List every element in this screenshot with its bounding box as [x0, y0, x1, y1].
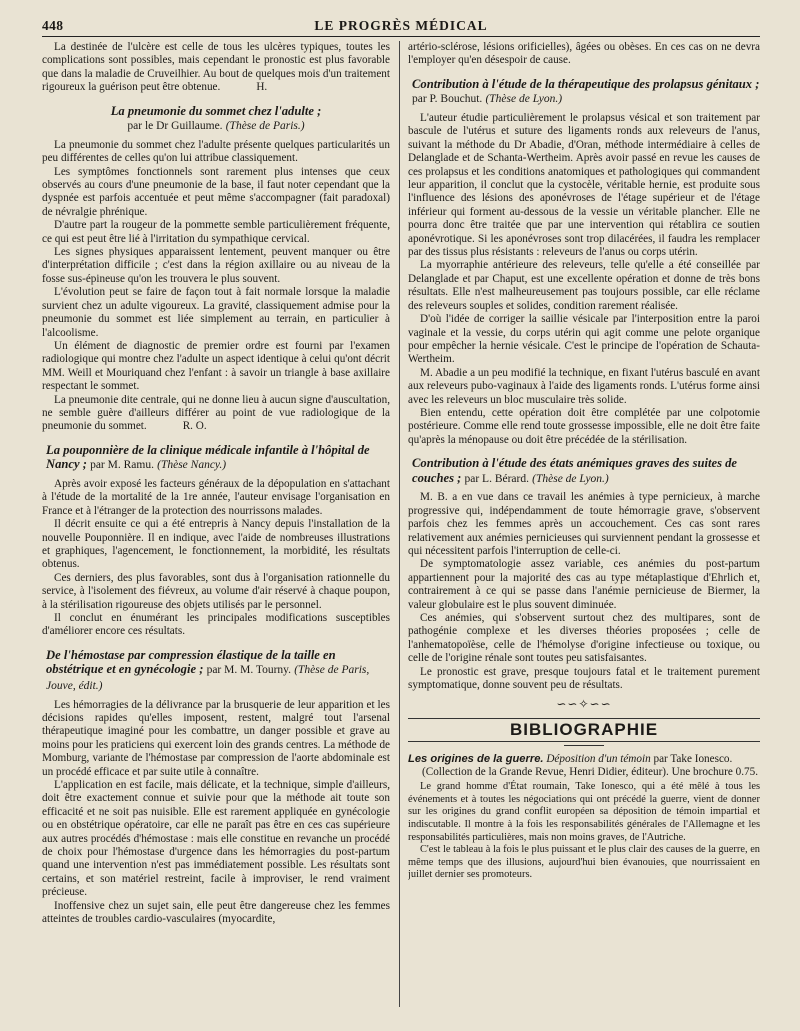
article-thesis: (Thèse de Lyon.) [485, 93, 563, 106]
article-title-prolapsus: Contribution à l'étude de la thérapeutique des prolapsus génitaux ; par P. Bouchut. (Thèse de Lyon.) [412, 76, 760, 106]
article-paragraph: L'application en est facile, mais délicate, et la technique, simple d'ailleurs, doit être exactement connue et suivie pour que la méthode ait toute son efficacité et ne soit pas nuisible. Elle est rarement appliquée en gynécologie ou en obstétrique opératoire, car elle ne paraît pas être en ces cas supérieure aux autres procédés d'hémostase : mais elle constitue en revanche un procédé de choix pour l'hémostase d'urgence dans les hémorragies du post-partum quand une intervention n'est pas immédiatement possible. Les résultats sont certains, et son matériel restreint, facile à improviser, le rend vraiment précieuse. [42, 779, 390, 899]
article-thesis: (Thèse de Paris, Jouve, édit.) [46, 664, 370, 692]
book-subtitle: Déposition d'un témoin [546, 753, 651, 766]
article-paragraph: L'évolution peut se faire de façon tout à fait normale lorsque la maladie survient chez un adulte vigoureux. La gravité, classiquement admise pour la pneumonie du sommet est liée simplement au terrain, en particulier à l'alcoolisme. [42, 286, 390, 339]
article-paragraph: M. B. a en vue dans ce travail les anémies à type pernicieux, à marche progressive qui, indépendamment de toute hémorragie grave, s'observent parfois chez les femmes après un accouchement. Ces cas sont rares relativement aux anémies pernicieuses qui surviennent pendant la grossesse et qui nécessitent parfois l'interruption de celle-ci. [408, 491, 760, 557]
continued-paragraph: artério-sclérose, lésions orificielles), âgées ou obèses. En ces cas on ne devra l'employer qu'en désespoir de cause. [408, 41, 760, 67]
article-paragraph: Il conclut en énumérant les principales modifications susceptibles d'améliorer encore ces résultats. [42, 612, 390, 638]
article-paragraph: D'où l'idée de corriger la saillie vésicale par l'interposition entre la paroi vaginale et la vessie, du corps utérin qui agit comme une pelote organique pour empêcher la hernie vésicale. C'est le principe de l'opération de Schauta-Wertheim. [408, 313, 760, 366]
article-paragraph: Après avoir exposé les facteurs généraux de la dépopulation en s'attachant à l'étude de la mortalité de la 1re année, l'auteur envisage l'organisation en France et à l'étranger de la protection des nourrissons malades. [42, 477, 390, 517]
article-title-hemostase: De l'hémostase par compression élastique de la taille en obstétrique et en gynécologie ; par M. M. Tourny. (Thèse de Paris, Jouve, édit.) [46, 647, 370, 692]
article-title-pneumonie: La pneumonie du sommet chez l'adulte ; par le Dr Guillaume. (Thèse de Paris.) [110, 103, 322, 133]
article-paragraph: D'autre part la rougeur de la pommette semble particulièrement fréquente, ce qui est peut être lié à l'irritation du sympathique cervical. [42, 219, 390, 245]
book-paragraph: Le grand homme d'État roumain, Take Ionesco, qui a été mêlé à tous les événements et à toutes les négociations qui ont précédé la guerre, vient de donner sur les origines du grand conflit européen sa déposition de témoin impartial et indiscutable. Il montre à la fois les responsabilités générales de l'Allemagne et les responsabilités particulières, mais non moins graves, de l'Autriche. [408, 781, 760, 843]
article-paragraph: Les hémorragies de la délivrance par la brusquerie de leur apparition et les décisions rapides qu'elles imposent, restent, malgré tout l'arsenal thérapeutique imaginé pour les combattre, un danger possible et grave au moins pour les praticiens qui exercent loin des grands centres. La méthode de Momburg, variante de l'hémostase par compression de l'aorte abdominale est un procédé efficace et par suite utile à connaître. [42, 698, 390, 778]
book-title-line [408, 753, 760, 779]
article-paragraph: Un élément de diagnostic de premier ordre est fourni par l'examen radiologique qui montre chez l'adulte un aspect identique à celui qu'ont décrit MM. Weill et Mouriquand chez l'enfant : à savoir un triangle à base axillaire respectant le sommet. [42, 339, 390, 393]
book-publication: par Take Ionesco. (Collection de la Grande Revue, Henri Didier, éditeur). Une brochure 0.75. [422, 753, 758, 779]
journal-title: LE PROGRÈS MÉDICAL [314, 18, 488, 33]
columns [42, 41, 760, 1011]
article-paragraph: L'auteur étudie particulièrement le prolapsus vésical et son traitement par bascule de l'utérus et suture des ligaments ronds aux releveurs de l'anus, suivant la méthode du Dr Abadie, d'Oran, méthode intermédiaire à celles de Delanglade et de Schanta-Wertheim. Après avoir passé en revue les causes de ces prolapsus et les conditions anatomiques et pathologiques qui commandent leur apparition, il conclut que la cystocèle, véritable hernie, est produite sous l'influence des lésions des aponévroses de l'étage supérieur et de l'étage inférieur qui forment au-dessous de la vessie un véritable plancher. Elle ne pourra donc être traitée que par une intervention qui rétablira ce soutien aponévrotique. Si les aponévroses sont trop dilacérées, il faudra les remplacer par des tissus plus résistants : releveurs de l'anus ou corps utérin. [408, 112, 760, 259]
article-paragraph: La pneumonie du sommet chez l'adulte présente quelques particularités un peu différentes de celles qu'on lui attribue classiquement. [42, 138, 390, 165]
bibliography-heading: BIBLIOGRAPHIE [408, 718, 760, 742]
page-number: 448 [42, 18, 64, 33]
article-title-anemies: Contribution à l'étude des états anémiques graves des suites de couches ; par L. Bérard. (Thèse de Lyon.) [412, 456, 738, 485]
book-paragraph: C'est le tableau à la fois le plus puissant et le plus clair des causes de la guerre, en même temps que des illusions, aujourd'hui bien évanouies, que nourrissaient en juillet dernier ses promoteurs. [408, 844, 760, 881]
article-paragraph: De symptomatologie assez variable, ces anémies du post-partum appartiennent pour la majorité des cas au type métaplastique d'Ehrlich et, contrairement à ce qui se passe dans l'anémie pernicieuse de Biermer, la valeur globulaire est le plus souvent diminuée. [408, 558, 760, 611]
page-header [42, 14, 760, 36]
article-paragraph: Les signes physiques apparaissent lentement, peuvent manquer ou être d'interprétation difficile ; c'est dans la région axillaire ou au niveau de la fosse sus-épineuse qu'on les trouvera le plus souvent. [42, 246, 390, 285]
book-review [408, 753, 760, 882]
article-thesis: (Thèse Nancy.) [157, 459, 227, 472]
article-author: par le Dr Guillaume. [127, 120, 223, 133]
article-thesis: (Thèse de Paris.) [225, 120, 305, 133]
short-rule [564, 745, 604, 746]
left-column [42, 41, 390, 1011]
intro-signature: H. [256, 81, 268, 94]
article-author: par P. Bouchut. [412, 93, 483, 106]
article-signature: R. O. [182, 420, 207, 433]
article-paragraph: Il décrit ensuite ce qui a été entrepris à Nancy depuis l'installation de la nouvelle Pouponnière. Il en indique, avec l'aide de nombreuses illustrations et graphiques, l'agencement, le fonctionnement, la morbidité, les résultats obtenus. [42, 518, 390, 571]
article-author: par L. Bérard. [464, 472, 529, 485]
article-paragraph: La pneumonie dite centrale, qui ne donne lieu à aucun signe d'auscultation, ne semble guère d'ailleurs différer au point de vue radiologique de la pneumonie du sommet. R. O. [42, 393, 390, 433]
article-author: par M. M. Tourny. [206, 664, 292, 677]
article-paragraph: M. Abadie a un peu modifié la technique, en fixant l'utérus basculé en avant aux releveurs pubo-vaginaux à l'aide des ligaments ronds. L'utérus forme ainsi avec les releveurs un bloc musculaire très solide. [408, 366, 760, 406]
separator-ornament: ∽∽✧∽∽ [556, 697, 612, 712]
article-paragraph: Le pronostic est grave, presque toujours fatal et le traitement purement symptomatique, donne souvent peu de résultats. [408, 665, 760, 692]
article-paragraph: Bien entendu, cette opération doit être complétée par une colpotomie postérieure. Comme elle rend toute grossesse impossible, elle ne doit être faite qu'après la ménopause ou doit être précédée de la stérilisation. [408, 406, 760, 446]
article-paragraph: Les symptômes fonctionnels sont rarement plus intenses que ceux observés au cours d'une pneumonie de la base, il faut noter cependant que la dyspnée est parfois accentuée et peut même s'accompagner (fait paradoxal) de névralgie phrénique. [42, 165, 390, 218]
right-column [408, 41, 760, 1011]
article-thesis: (Thèse de Lyon.) [532, 472, 609, 485]
article-paragraph: Ces anémies, qui s'observent surtout chez des multipares, sont de pathogénie complexe et les diverses théories proposées ; celle de l'anhematopoïèse, celle de l'hémolyse d'origine infectieuse ou toxique, ou celle de l'origine rénale sont toutes peu satisfaisantes. [408, 612, 760, 665]
article-paragraph: Inoffensive chez un sujet sain, elle peut être dangereuse chez les femmes atteintes de troubles cardio-vasculaires (myocardite, [42, 899, 390, 926]
article-paragraph: La myorraphie antérieure des releveurs, telle qu'elle a été conseillée par Delanglade et par Chaput, est une excellente opération et donne de très bons résultats. Elle n'est malheureusement pas toujours possible, car elle réclame des releveurs souples et solides, condition rarement réalisée. [408, 259, 760, 312]
article-title-pouponniere: La pouponnière de la clinique médicale infantile à l'hôpital de Nancy ; par M. Ramu. (Thèse Nancy.) [46, 442, 370, 472]
column-divider [399, 41, 400, 1007]
book-title: Les origines de la guerre. [408, 753, 544, 766]
intro-paragraph: La destinée de l'ulcère est celle de tous les ulcères typiques, toutes les complications sont possibles, mais cependant le pronostic est plus favorable que dans la maladie de Cruveilhier. Au bout de quelques mois d'un traitement rigoureux la guérison peut être obtenue. H. [42, 41, 390, 94]
header-rule [42, 36, 760, 37]
article-author: par M. Ramu. [90, 459, 154, 472]
article-paragraph: Ces derniers, des plus favorables, sont dus à l'organisation rationnelle du service, à l'isolement des fiévreux, au volume d'air réservé à chaque poupon, à la stérilisation rigoureuse des objets utilisés par le personnel. [42, 571, 390, 611]
